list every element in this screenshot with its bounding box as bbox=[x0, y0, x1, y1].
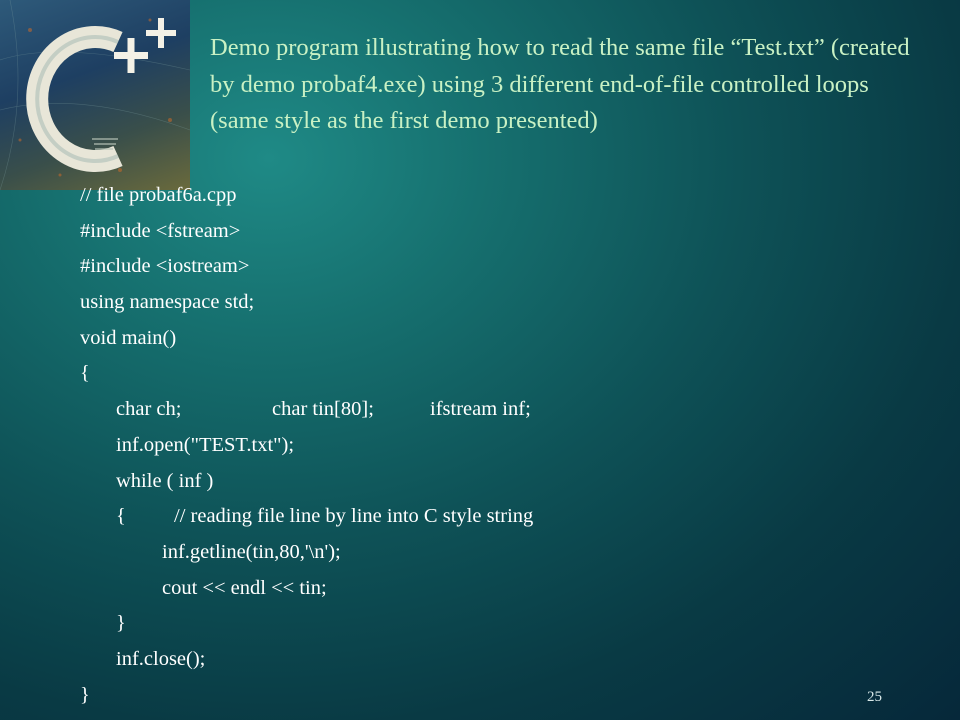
slide-title: Demo program illustrating how to read the same file “Test.txt” (created by demo probaf4.exe) using 3 different end-of-file controlled loops (same style as the first demo presented) bbox=[210, 34, 910, 134]
code-line: #include <iostream> bbox=[80, 255, 250, 278]
code-line bbox=[80, 499, 880, 535]
code-line: // file probaf6a.cpp bbox=[80, 184, 237, 206]
code-line: } bbox=[80, 683, 90, 706]
code-line: void main() bbox=[80, 326, 177, 349]
code-segment: char tin[80]; bbox=[272, 398, 374, 421]
code-line: } bbox=[116, 612, 126, 635]
code-line: { bbox=[80, 362, 90, 385]
code-line: #include <fstream> bbox=[80, 219, 241, 242]
code-segment: char ch; bbox=[116, 398, 182, 421]
code-comment: // reading file line by line into C style string bbox=[174, 505, 534, 528]
code-line: inf.getline(tin,80,'\n'); bbox=[162, 540, 341, 563]
code-segment: { bbox=[116, 505, 126, 528]
code-line: while ( inf ) bbox=[116, 469, 214, 492]
code-line: using namespace std; bbox=[80, 291, 255, 314]
logo-graphic bbox=[0, 0, 190, 190]
code-line: cout << endl << tin; bbox=[162, 576, 327, 599]
code-line: inf.open("TEST.txt"); bbox=[116, 433, 295, 456]
slide-number: 25 bbox=[867, 689, 882, 705]
code-listing bbox=[80, 178, 880, 713]
cpp-book-logo-icon bbox=[0, 0, 190, 190]
code-line bbox=[80, 392, 880, 428]
code-line: inf.close(); bbox=[116, 647, 206, 670]
code-segment: ifstream inf; bbox=[430, 398, 531, 421]
